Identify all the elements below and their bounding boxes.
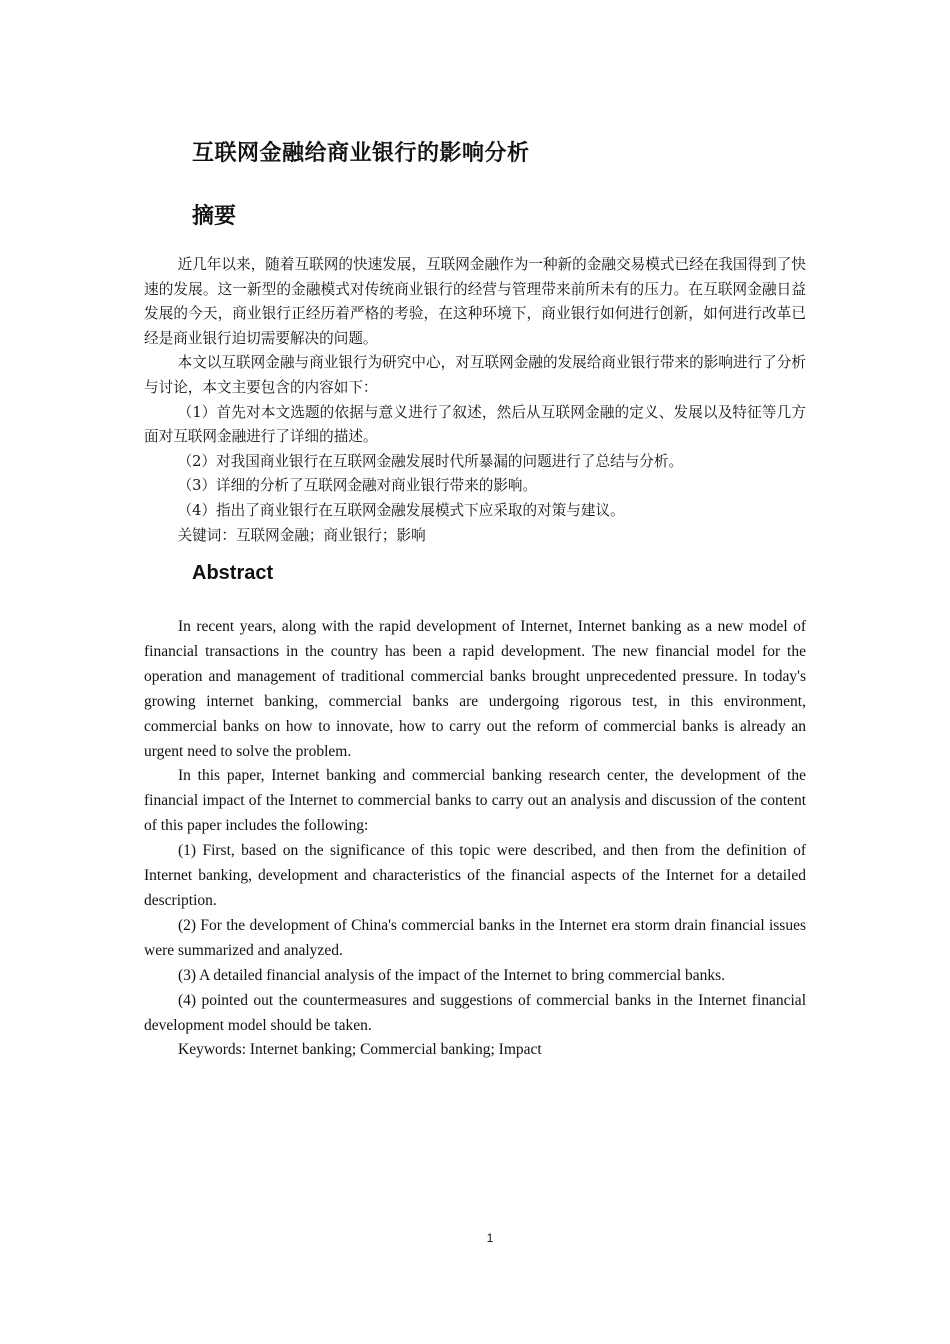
abstract-cn-paragraph: （2）对我国商业银行在互联网金融发展时代所暴漏的问题进行了总结与分析。 — [177, 452, 684, 470]
abstract-cn-paragraph: （3）详细的分析了互联网金融对商业银行带来的影响。 — [177, 477, 538, 495]
abstract-en-paragraph: (2) For the development of China's commercial banks in the Internet era storm drain financial issues were summarized and analyzed. — [144, 916, 806, 959]
abstract-cn-paragraph: 本文以互联网金融与商业银行为研究中心，对互联网金融的发展给商业银行带来的影响进行了分析与讨论，本文主要包含的内容如下： — [144, 354, 806, 396]
abstract-cn-heading: 摘要 — [192, 204, 237, 229]
abstract-en-heading: Abstract — [192, 562, 274, 584]
abstract-cn-paragraph: （1）首先对本文选题的依据与意义进行了叙述，然后从互联网金融的定义、发展以及特征等几方面对互联网金融进行了详细的描述。 — [144, 403, 806, 446]
abstract-cn-paragraph: （4）指出了商业银行在互联网金融发展模式下应采取的对策与建议。 — [177, 501, 625, 519]
abstract-en-paragraph: (1) First, based on the significance of this topic were described, and then from the definition of Internet banking, development and characteristics of the financial aspects of the Internet for a detailed description. — [144, 842, 806, 909]
document-title: 互联网金融给商业银行的影响分析 — [192, 141, 530, 166]
abstract-en-keywords: Keywords: Internet banking; Commercial banking; Impact — [178, 1041, 542, 1059]
abstract-cn-keywords: 关键词：互联网金融；商业银行；影响 — [177, 526, 426, 544]
abstract-en-paragraph: (3) A detailed financial analysis of the impact of the Internet to bring commercial banks. — [178, 966, 726, 984]
abstract-en-paragraph: In this paper, Internet banking and commercial banking research center, the development of the financial impact of the Internet to commercial banks to carry out an analysis and discussion of the content of this paper includes the following: — [144, 767, 806, 835]
abstract-cn-body — [144, 253, 806, 548]
abstract-en-paragraph: In recent years, along with the rapid development of Internet, Internet banking as a new model of financial transactions in the country has been a rapid development. The new financial model for the operation and management of traditional commercial banks brought unprecedented pressure. In today's growing internet banking, commercial banks are undergoing rigorous test, in this environment, commercial banks on how to innovate, how to carry out the reform of commercial banks is already an urgent need to solve the problem. — [144, 618, 806, 760]
abstract-en-paragraph: (4) pointed out the countermeasures and suggestions of commercial banks in the Internet financial development model should be taken. — [144, 991, 806, 1034]
page-number: 1 — [486, 1231, 494, 1245]
abstract-cn-paragraph: 近几年以来，随着互联网的快速发展，互联网金融作为一种新的金融交易模式已经在我国得到了快速的发展。这一新型的金融模式对传统商业银行的经营与管理带来前所未有的压力。在互联网金融日益发展的今天，商业银行正经历着严格的考验，在这种环境下，商业银行如何进行创新，如何进行改革已经是商业银行迫切需要解决的问题。 — [144, 256, 806, 347]
abstract-en-body — [144, 615, 806, 1063]
